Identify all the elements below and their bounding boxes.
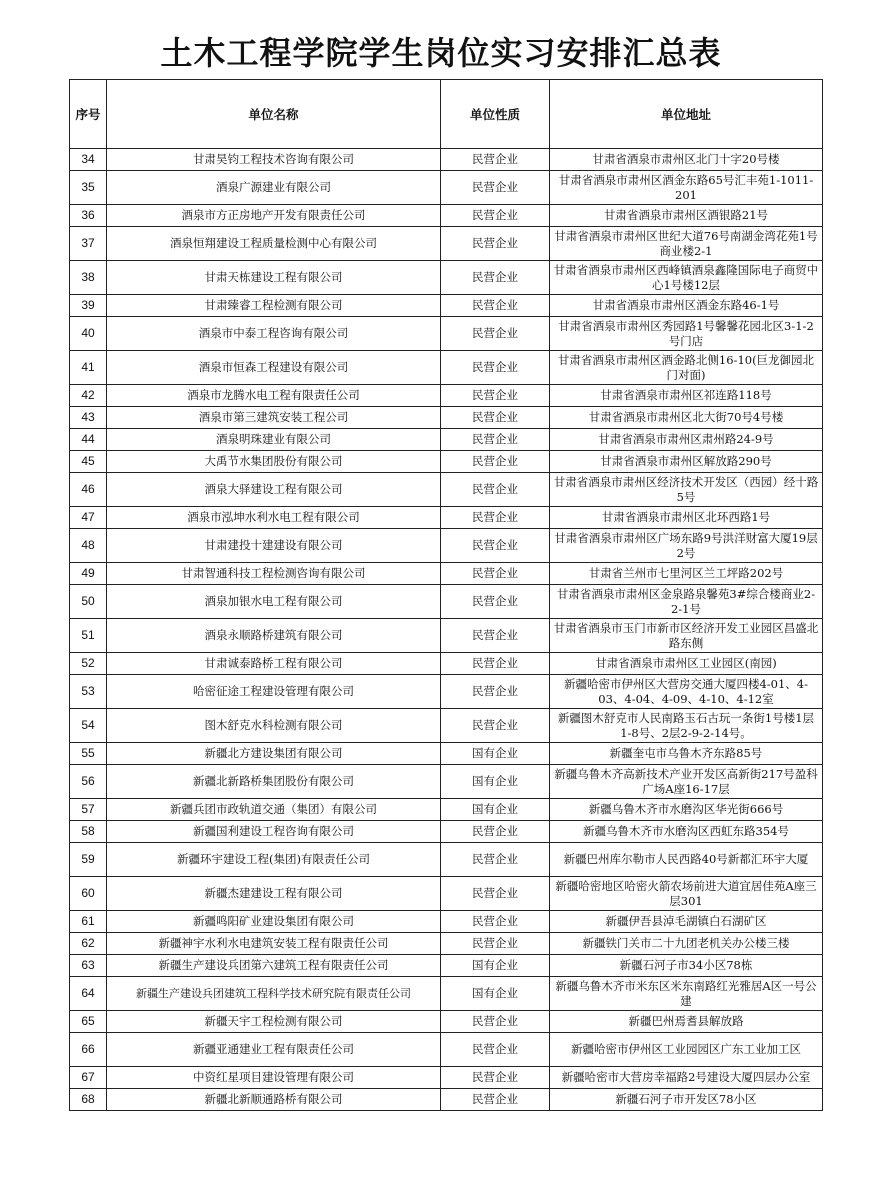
cell-unit-type: 民营企业: [441, 709, 550, 743]
cell-unit-name: 中资红星项目建设管理有限公司: [107, 1067, 441, 1089]
table-row: [70, 799, 823, 821]
cell-unit-type: 国有企业: [441, 955, 550, 977]
table-row: [70, 261, 823, 295]
cell-no: 35: [70, 171, 107, 205]
cell-unit-type: 民营企业: [441, 205, 550, 227]
cell-no: 59: [70, 843, 107, 877]
cell-no: 39: [70, 295, 107, 317]
cell-unit-type: 民营企业: [441, 317, 550, 351]
cell-no: 56: [70, 765, 107, 799]
cell-unit-address: 甘肃省酒泉市肃州区经济技术开发区（西园）经十路5号: [550, 473, 823, 507]
cell-unit-address: 新疆图木舒克市人民南路玉石古玩一条街1号楼1层1-8号、2层2-9-2-14号。: [550, 709, 823, 743]
cell-no: 41: [70, 351, 107, 385]
cell-unit-address: 新疆石河子市开发区78小区: [550, 1089, 823, 1111]
cell-unit-address: 甘肃省酒泉市玉门市新市区经济开发工业园区昌盛北路东侧: [550, 619, 823, 653]
cell-unit-address: 甘肃省酒泉市肃州区解放路290号: [550, 451, 823, 473]
cell-no: 53: [70, 675, 107, 709]
cell-no: 54: [70, 709, 107, 743]
header-unit-type: 单位性质: [441, 80, 550, 149]
cell-unit-address: 甘肃省酒泉市肃州区酒银路21号: [550, 205, 823, 227]
table-row: [70, 1033, 823, 1067]
cell-unit-name: 酒泉大驿建设工程有限公司: [107, 473, 441, 507]
cell-unit-address: 甘肃省酒泉市肃州区肃州路24-9号: [550, 429, 823, 451]
table-row: [70, 709, 823, 743]
internship-table: [69, 79, 823, 1111]
header-unit-address: 单位地址: [550, 80, 823, 149]
cell-unit-name: 新疆环宇建设工程(集团)有限责任公司: [107, 843, 441, 877]
cell-unit-type: 民营企业: [441, 227, 550, 261]
cell-unit-name: 新疆生产建设兵团建筑工程科学技术研究院有限责任公司: [107, 977, 441, 1011]
cell-unit-name: 哈密征途工程建设管理有限公司: [107, 675, 441, 709]
table-row: [70, 451, 823, 473]
cell-unit-name: 新疆国利建设工程咨询有限公司: [107, 821, 441, 843]
table-row: [70, 429, 823, 451]
table-row: [70, 743, 823, 765]
cell-unit-name: 酒泉市中泰工程咨询有限公司: [107, 317, 441, 351]
cell-unit-address: 新疆石河子市34小区78栋: [550, 955, 823, 977]
table-row: [70, 911, 823, 933]
cell-unit-name: 新疆神宇水利水电建筑安装工程有限责任公司: [107, 933, 441, 955]
table-row: [70, 351, 823, 385]
table-row: [70, 933, 823, 955]
cell-no: 44: [70, 429, 107, 451]
cell-no: 38: [70, 261, 107, 295]
cell-unit-type: 民营企业: [441, 619, 550, 653]
table-row: [70, 563, 823, 585]
table-row: [70, 585, 823, 619]
cell-unit-type: 国有企业: [441, 765, 550, 799]
cell-unit-name: 甘肃臻睿工程检测有限公司: [107, 295, 441, 317]
cell-unit-address: 甘肃省酒泉市肃州区北门十字20号楼: [550, 149, 823, 171]
cell-unit-address: 新疆乌鲁木齐市水磨沟区西虹东路354号: [550, 821, 823, 843]
cell-unit-type: 民营企业: [441, 385, 550, 407]
page-title: 土木工程学院学生岗位实习安排汇总表: [160, 34, 722, 72]
cell-no: 43: [70, 407, 107, 429]
cell-no: 37: [70, 227, 107, 261]
cell-unit-name: 新疆北新顺通路桥有限公司: [107, 1089, 441, 1111]
cell-unit-name: 甘肃天栋建设工程有限公司: [107, 261, 441, 295]
cell-unit-name: 大禹节水集团股份有限公司: [107, 451, 441, 473]
cell-unit-type: 民营企业: [441, 911, 550, 933]
cell-unit-name: 新疆亚通建业工程有限责任公司: [107, 1033, 441, 1067]
cell-unit-name: 甘肃诚泰路桥工程有限公司: [107, 653, 441, 675]
cell-no: 58: [70, 821, 107, 843]
cell-unit-name: 新疆杰建建设工程有限公司: [107, 877, 441, 911]
cell-no: 42: [70, 385, 107, 407]
cell-unit-type: 民营企业: [441, 1089, 550, 1111]
cell-no: 57: [70, 799, 107, 821]
cell-unit-name: 图木舒克水科检测有限公司: [107, 709, 441, 743]
cell-no: 66: [70, 1033, 107, 1067]
cell-unit-address: 新疆奎屯市乌鲁木齐东路85号: [550, 743, 823, 765]
cell-unit-address: 甘肃省酒泉市肃州区世纪大道76号南湖金湾花苑1号商业楼2-1: [550, 227, 823, 261]
table-body: [70, 149, 823, 1111]
cell-unit-type: 民营企业: [441, 351, 550, 385]
table-row: [70, 877, 823, 911]
cell-no: 49: [70, 563, 107, 585]
cell-unit-type: 民营企业: [441, 429, 550, 451]
cell-unit-name: 新疆兵团市政轨道交通（集团）有限公司: [107, 799, 441, 821]
table-row: [70, 473, 823, 507]
cell-no: 55: [70, 743, 107, 765]
cell-unit-name: 酒泉市恒森工程建设有限公司: [107, 351, 441, 385]
cell-unit-name: 酒泉恒翔建设工程质量检测中心有限公司: [107, 227, 441, 261]
cell-unit-address: 新疆哈密市大营房幸福路2号建设大厦四层办公室: [550, 1067, 823, 1089]
cell-unit-address: 新疆哈密市伊州区大营房交通大厦四楼4-01、4-03、4-04、4-09、4-10、4-12室: [550, 675, 823, 709]
cell-unit-type: 民营企业: [441, 473, 550, 507]
table-row: [70, 653, 823, 675]
cell-unit-type: 民营企业: [441, 295, 550, 317]
table-row: [70, 407, 823, 429]
table-row: [70, 1011, 823, 1033]
cell-unit-address: 新疆乌鲁木齐市米东区米东南路红光雅居A区一号公建: [550, 977, 823, 1011]
cell-no: 34: [70, 149, 107, 171]
cell-unit-type: 民营企业: [441, 1011, 550, 1033]
cell-unit-type: 民营企业: [441, 933, 550, 955]
cell-unit-type: 民营企业: [441, 563, 550, 585]
cell-unit-type: 民营企业: [441, 507, 550, 529]
cell-unit-type: 民营企业: [441, 451, 550, 473]
cell-unit-address: 新疆乌鲁木齐高新技术产业开发区高新街217号盈科广场A座16-17层: [550, 765, 823, 799]
header-unit-name: 单位名称: [107, 80, 441, 149]
cell-unit-name: 酒泉永顺路桥建筑有限公司: [107, 619, 441, 653]
cell-unit-address: 甘肃省酒泉市肃州区酒金东路65号汇丰苑1-1011-201: [550, 171, 823, 205]
table-row: [70, 227, 823, 261]
cell-no: 68: [70, 1089, 107, 1111]
cell-no: 45: [70, 451, 107, 473]
cell-unit-type: 民营企业: [441, 1067, 550, 1089]
cell-unit-address: 新疆巴州库尔勒市人民西路40号新都汇环宇大厦: [550, 843, 823, 877]
cell-unit-address: 新疆哈密市伊州区工业园园区广东工业加工区: [550, 1033, 823, 1067]
cell-unit-type: 民营企业: [441, 171, 550, 205]
cell-unit-name: 甘肃智通科技工程检测咨询有限公司: [107, 563, 441, 585]
cell-unit-type: 民营企业: [441, 407, 550, 429]
cell-unit-name: 甘肃昊钧工程技术咨询有限公司: [107, 149, 441, 171]
cell-unit-address: 新疆巴州焉耆县解放路: [550, 1011, 823, 1033]
table-row: [70, 977, 823, 1011]
table-row: [70, 843, 823, 877]
cell-unit-address: 甘肃省酒泉市肃州区秀园路1号馨馨花园北区3-1-2号门店: [550, 317, 823, 351]
cell-unit-address: 新疆铁门关市二十九团老机关办公楼三楼: [550, 933, 823, 955]
table-header-row: [70, 80, 823, 149]
cell-unit-type: 民营企业: [441, 1033, 550, 1067]
cell-unit-type: 国有企业: [441, 799, 550, 821]
cell-unit-address: 甘肃省酒泉市肃州区西峰镇酒泉鑫隆国际电子商贸中心1号楼12层: [550, 261, 823, 295]
cell-unit-name: 新疆北新路桥集团股份有限公司: [107, 765, 441, 799]
table-row: [70, 171, 823, 205]
cell-unit-type: 国有企业: [441, 743, 550, 765]
cell-unit-address: 甘肃省酒泉市肃州区祁连路118号: [550, 385, 823, 407]
cell-no: 61: [70, 911, 107, 933]
table-row: [70, 507, 823, 529]
cell-unit-type: 民营企业: [441, 529, 550, 563]
table-row: [70, 295, 823, 317]
cell-no: 65: [70, 1011, 107, 1033]
cell-unit-name: 酒泉市泓坤水利水电工程有限公司: [107, 507, 441, 529]
cell-unit-type: 民营企业: [441, 261, 550, 295]
table-row: [70, 955, 823, 977]
cell-no: 62: [70, 933, 107, 955]
cell-unit-name: 甘肃建投十建建设有限公司: [107, 529, 441, 563]
cell-unit-name: 新疆天宇工程检测有限公司: [107, 1011, 441, 1033]
cell-unit-name: 新疆北方建设集团有限公司: [107, 743, 441, 765]
cell-unit-type: 国有企业: [441, 977, 550, 1011]
cell-unit-name: 酒泉市第三建筑安装工程公司: [107, 407, 441, 429]
cell-unit-type: 民营企业: [441, 149, 550, 171]
cell-unit-address: 新疆伊吾县淖毛湖镇白石湖矿区: [550, 911, 823, 933]
cell-unit-address: 甘肃省酒泉市肃州区北大街70号4号楼: [550, 407, 823, 429]
table-row: [70, 1067, 823, 1089]
table-row: [70, 149, 823, 171]
cell-unit-address: 甘肃省酒泉市肃州区工业园区(南园): [550, 653, 823, 675]
cell-unit-address: 甘肃省酒泉市肃州区酒金路北侧16-10(巨龙御园北门对面): [550, 351, 823, 385]
cell-no: 52: [70, 653, 107, 675]
cell-no: 47: [70, 507, 107, 529]
cell-unit-address: 甘肃省兰州市七里河区兰工坪路202号: [550, 563, 823, 585]
cell-no: 48: [70, 529, 107, 563]
cell-unit-name: 酒泉广源建业有限公司: [107, 171, 441, 205]
cell-no: 51: [70, 619, 107, 653]
cell-no: 50: [70, 585, 107, 619]
cell-no: 64: [70, 977, 107, 1011]
cell-unit-address: 新疆哈密地区哈密火箭农场前进大道宜居佳苑A座三层301: [550, 877, 823, 911]
cell-no: 60: [70, 877, 107, 911]
table-row: [70, 619, 823, 653]
cell-unit-name: 新疆生产建设兵团第六建筑工程有限责任公司: [107, 955, 441, 977]
cell-no: 40: [70, 317, 107, 351]
cell-no: 36: [70, 205, 107, 227]
table-row: [70, 317, 823, 351]
table-row: [70, 205, 823, 227]
cell-unit-address: 甘肃省酒泉市肃州区北环西路1号: [550, 507, 823, 529]
cell-unit-address: 新疆乌鲁木齐市水磨沟区华光街666号: [550, 799, 823, 821]
cell-unit-type: 民营企业: [441, 821, 550, 843]
cell-unit-type: 民营企业: [441, 653, 550, 675]
table-row: [70, 765, 823, 799]
cell-unit-type: 民营企业: [441, 585, 550, 619]
cell-unit-name: 酒泉市方正房地产开发有限责任公司: [107, 205, 441, 227]
cell-unit-address: 甘肃省酒泉市肃州区金泉路泉馨苑3#综合楼商业2-2-1号: [550, 585, 823, 619]
cell-unit-name: 酒泉明珠建业有限公司: [107, 429, 441, 451]
cell-unit-type: 民营企业: [441, 877, 550, 911]
cell-unit-address: 甘肃省酒泉市肃州区广场东路9号洪洋财富大厦19层2号: [550, 529, 823, 563]
table-row: [70, 529, 823, 563]
cell-unit-type: 民营企业: [441, 675, 550, 709]
cell-no: 46: [70, 473, 107, 507]
table-row: [70, 385, 823, 407]
table-row: [70, 1089, 823, 1111]
header-no: 序号: [70, 80, 107, 149]
cell-unit-name: 酒泉加银水电工程有限公司: [107, 585, 441, 619]
cell-unit-address: 甘肃省酒泉市肃州区酒金东路46-1号: [550, 295, 823, 317]
cell-unit-name: 酒泉市龙腾水电工程有限责任公司: [107, 385, 441, 407]
cell-unit-type: 民营企业: [441, 843, 550, 877]
cell-no: 67: [70, 1067, 107, 1089]
table-row: [70, 675, 823, 709]
cell-no: 63: [70, 955, 107, 977]
table-row: [70, 821, 823, 843]
cell-unit-name: 新疆鸣阳矿业建设集团有限公司: [107, 911, 441, 933]
